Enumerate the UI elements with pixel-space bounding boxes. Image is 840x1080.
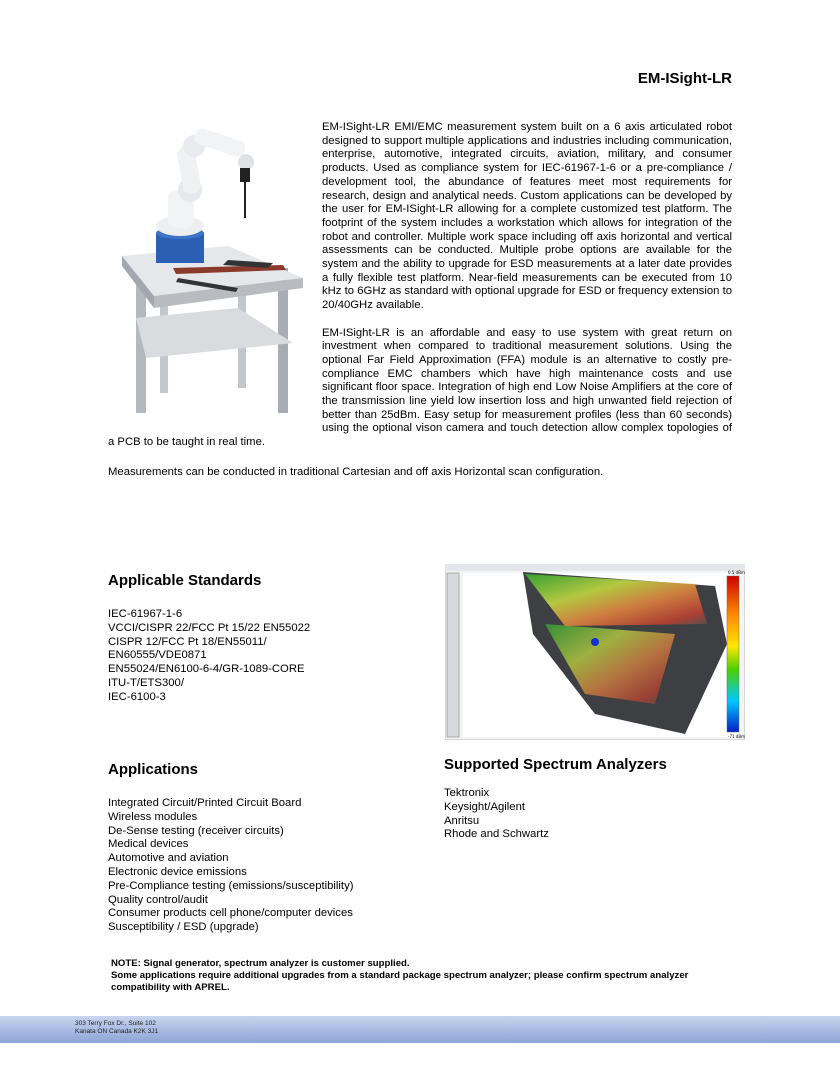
list-item: Keysight/Agilent xyxy=(444,800,526,813)
list-item: Automotive and aviation xyxy=(108,852,229,865)
analyzers-list xyxy=(444,787,549,842)
list-item: CISPR 12/FCC Pt 18/EN55011/ xyxy=(108,635,267,648)
intro-paragraph-1: EM-ISight-LR EMI/EMC measurement system built on a 6 axis articulated robot designed to support multiple applications and industries including communication, enterprise, automotive, integrated circuits, aviation, military, and consumer products. Used as compliance system for IEC-61967-1-6 or a pre-compliance / development tool, the abundance of features meet most requirements for research, design and analytical needs. Custom applications can be developed by the user for EM-ISight-LR allowing for a complete customized test platform. The footprint of the system includes a workstation which allows for integration of the robot and controller. Multiple work space including off axis horizontal and vertical assessments can be conducted. Multiple probe options are available for the system and the ability to upgrade for ESD measurements at a later date provides a fully flexible test platform. Near-field measurements can be executed from 10 kHz to 6GHz as standard with optional upgrade for ESD or frequency extension to 20/40GHz available. xyxy=(322,121,732,312)
list-item: EN55024/EN6100-6-4/GR-1089-CORE xyxy=(108,663,305,676)
list-item: Tektronix xyxy=(444,787,490,799)
list-item: Medical devices xyxy=(108,838,189,851)
list-item: IEC-61967-1-6 xyxy=(108,608,183,620)
list-item: EN60555/VDE0871 xyxy=(108,649,207,662)
standards-heading: Applicable Standards xyxy=(108,572,262,589)
list-item: VCCI/CISPR 22/FCC Pt 15/22 EN55022 xyxy=(108,621,311,634)
list-item: Consumer products cell phone/computer devices xyxy=(108,907,353,920)
list-item: Rhode and Schwartz xyxy=(444,828,549,841)
list-item: Susceptibility / ESD (upgrade) xyxy=(108,921,259,934)
standards-list xyxy=(108,608,310,705)
footer-address xyxy=(75,1020,158,1036)
list-item: Quality control/audit xyxy=(108,893,208,906)
list-item: Integrated Circuit/Printed Circuit Board xyxy=(108,797,302,809)
scan-visualization-image xyxy=(445,564,745,740)
list-item: Electronic device emissions xyxy=(108,865,247,878)
applications-list xyxy=(108,797,353,935)
note xyxy=(111,958,731,993)
address-line-1: 303 Terry Fox Dr., Suite 102 xyxy=(75,1020,156,1027)
list-item: IEC-6100-3 xyxy=(108,690,166,703)
address-line-2: Kanata ON Canada K2K 3J1 xyxy=(75,1028,159,1035)
intro-paragraph-2: EM-ISight-LR is an affordable and easy to use system with great return on investment when compared to traditional measurement solutions. Using the optional Far Field Approximation (FFA) module is an alternative to costly pre-compliance EMC chambers which have high maintenance costs and use significant floor space. Integration of high end Low Noise Amplifiers at the core of the transmission line yield low insertion loss and high unwanted field rejection of better than 25dBm. Easy setup for measurement profiles (less than 60 seconds) using the optional vison camera and touch detection allow complex topologies of a PCB to be taught in real time. xyxy=(108,326,732,449)
intro-text xyxy=(108,121,732,464)
list-item: De-Sense testing (receiver circuits) xyxy=(108,824,284,837)
note-line-1: NOTE: Signal generator, spectrum analyzer is customer supplied. xyxy=(111,958,410,969)
note-line-2: Some applications require additional upgrades from a standard package spectrum analyzer; please confirm spectrum analyzer compatibility with APREL. xyxy=(111,969,689,993)
list-item: ITU-T/ETS300/ xyxy=(108,676,184,689)
analyzers-heading: Supported Spectrum Analyzers xyxy=(444,756,667,773)
colorbar-bottom-label: -71 dBm xyxy=(728,734,745,739)
list-item: Wireless modules xyxy=(108,810,198,823)
applications-heading: Applications xyxy=(108,761,199,778)
colorbar-top-label: 0.5 dBm xyxy=(728,570,745,575)
list-item: Anritsu xyxy=(444,814,480,827)
list-item: Pre-Compliance testing (emissions/susceptibility) xyxy=(108,879,354,892)
page-title: EM-ISight-LR xyxy=(637,70,732,87)
measurements-text: Measurements can be conducted in traditional Cartesian and off axis Horizontal scan configuration. xyxy=(108,466,604,478)
